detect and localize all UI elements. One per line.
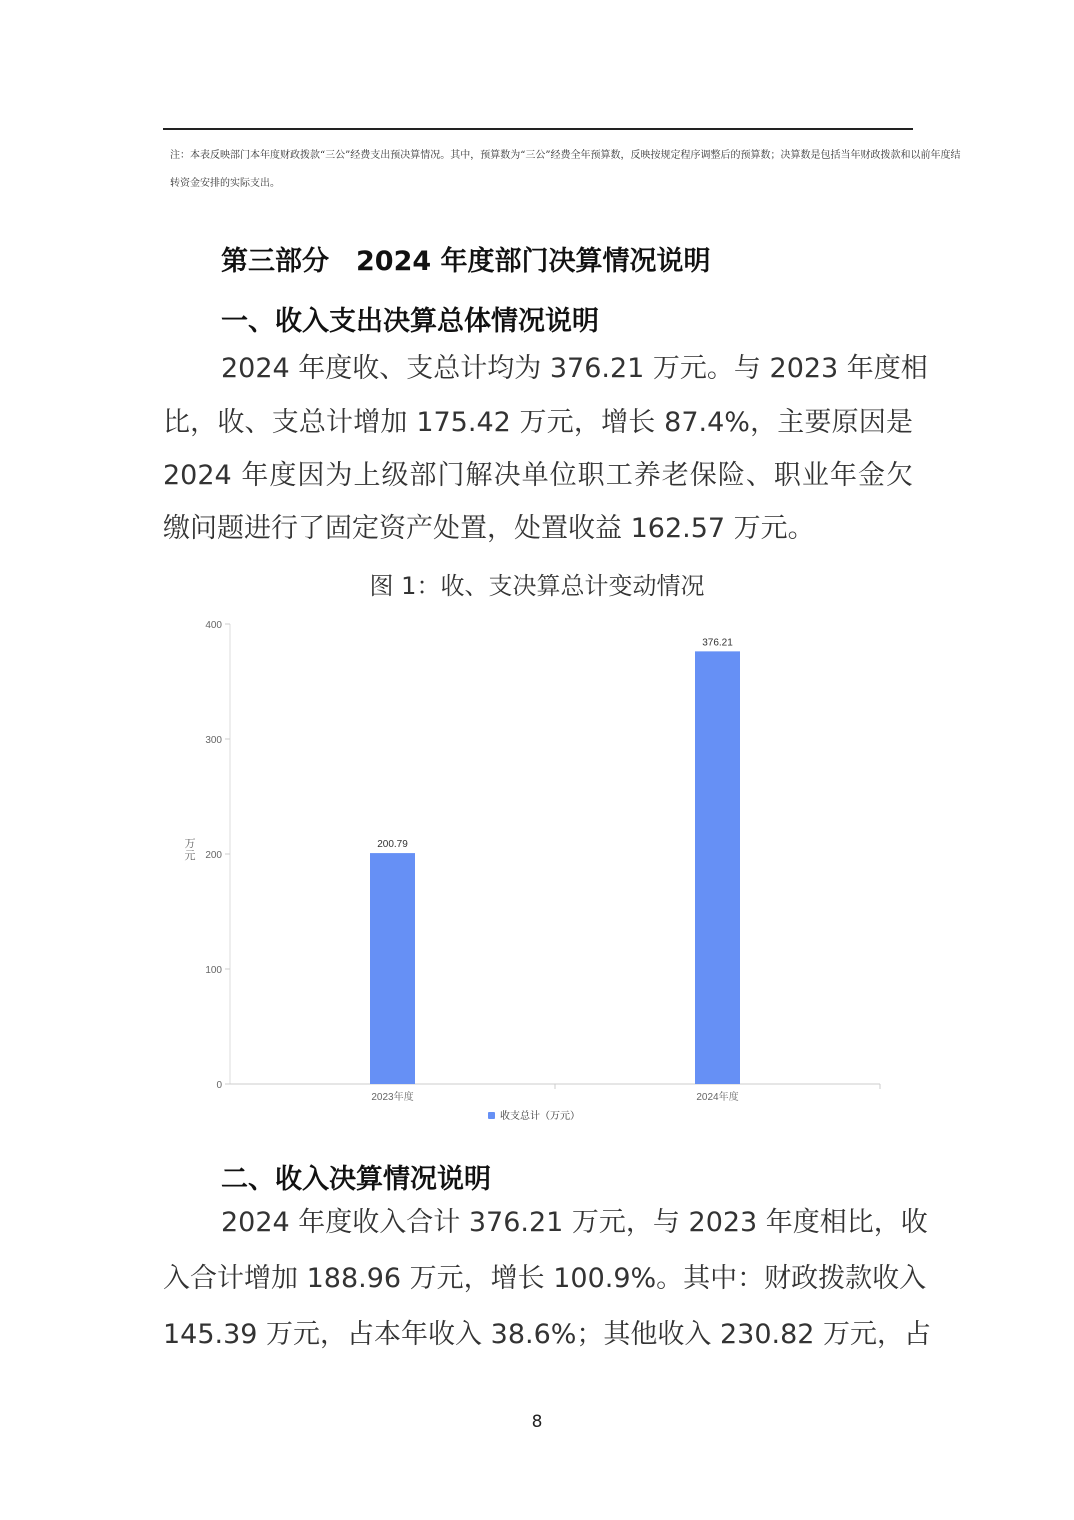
page-number: 8 <box>531 1412 543 1432</box>
y-tick-label: 0 <box>216 1080 222 1091</box>
section1-paragraph-line: 2024 年度因为上级部门解决单位职工养老保险、职业年金欠 <box>163 460 913 491</box>
table-note-line-2: 转资金安排的实际支出。 <box>170 178 280 189</box>
y-axis-label: 万 <box>184 838 196 850</box>
y-tick-label: 400 <box>205 620 222 631</box>
section2-paragraph-line: 2024 年度收入合计 376.21 万元，与 2023 年度相比，收 <box>221 1207 928 1238</box>
part-title: 第三部分 2024 年度部门决算情况说明 <box>221 246 711 277</box>
section1-heading: 一、收入支出决算总体情况说明 <box>221 306 599 337</box>
table-note-line-1: 注：本表反映部门本年度财政拨款“三公”经费支出预决算情况。其中，预算数为“三公”经费全年预算数，反映按规定程序调整后的预算数；决算数是包括当年财政拨款和以前年度结 <box>170 150 961 161</box>
legend-swatch <box>488 1112 495 1119</box>
x-tick-label: 2024年度 <box>696 1092 739 1103</box>
y-tick-label: 100 <box>205 965 222 976</box>
bar-2 <box>695 651 740 1084</box>
bar-1 <box>370 853 415 1084</box>
section1-paragraph-line: 比，收、支总计增加 175.42 万元，增长 87.4%，主要原因是 <box>163 407 913 438</box>
y-tick-label: 300 <box>205 735 222 746</box>
legend-label: 收支总计（万元） <box>500 1111 580 1122</box>
section1-paragraph-line: 缴问题进行了固定资产处置，处置收益 162.57 万元。 <box>163 513 815 544</box>
income-expense-bar-chart <box>0 610 1074 1130</box>
x-tick-label: 2023年度 <box>371 1092 414 1103</box>
section2-paragraph-line: 145.39 万元，占本年收入 38.6%；其他收入 230.82 万元，占 <box>163 1319 932 1350</box>
top-rule <box>163 128 913 130</box>
y-tick-label: 200 <box>205 850 222 861</box>
section2-paragraph-line: 入合计增加 188.96 万元，增长 100.9%。其中：财政拨款收入 <box>163 1263 927 1294</box>
bar-data-label: 200.79 <box>377 839 408 851</box>
section1-paragraph-line: 2024 年度收、支总计均为 376.21 万元。与 2023 年度相 <box>221 353 928 384</box>
figure-caption: 图 1：收、支决算总计变动情况 <box>369 572 705 600</box>
section2-heading: 二、收入决算情况说明 <box>221 1164 491 1195</box>
bar-data-label: 376.21 <box>702 637 733 649</box>
y-axis-label: 元 <box>184 850 196 862</box>
